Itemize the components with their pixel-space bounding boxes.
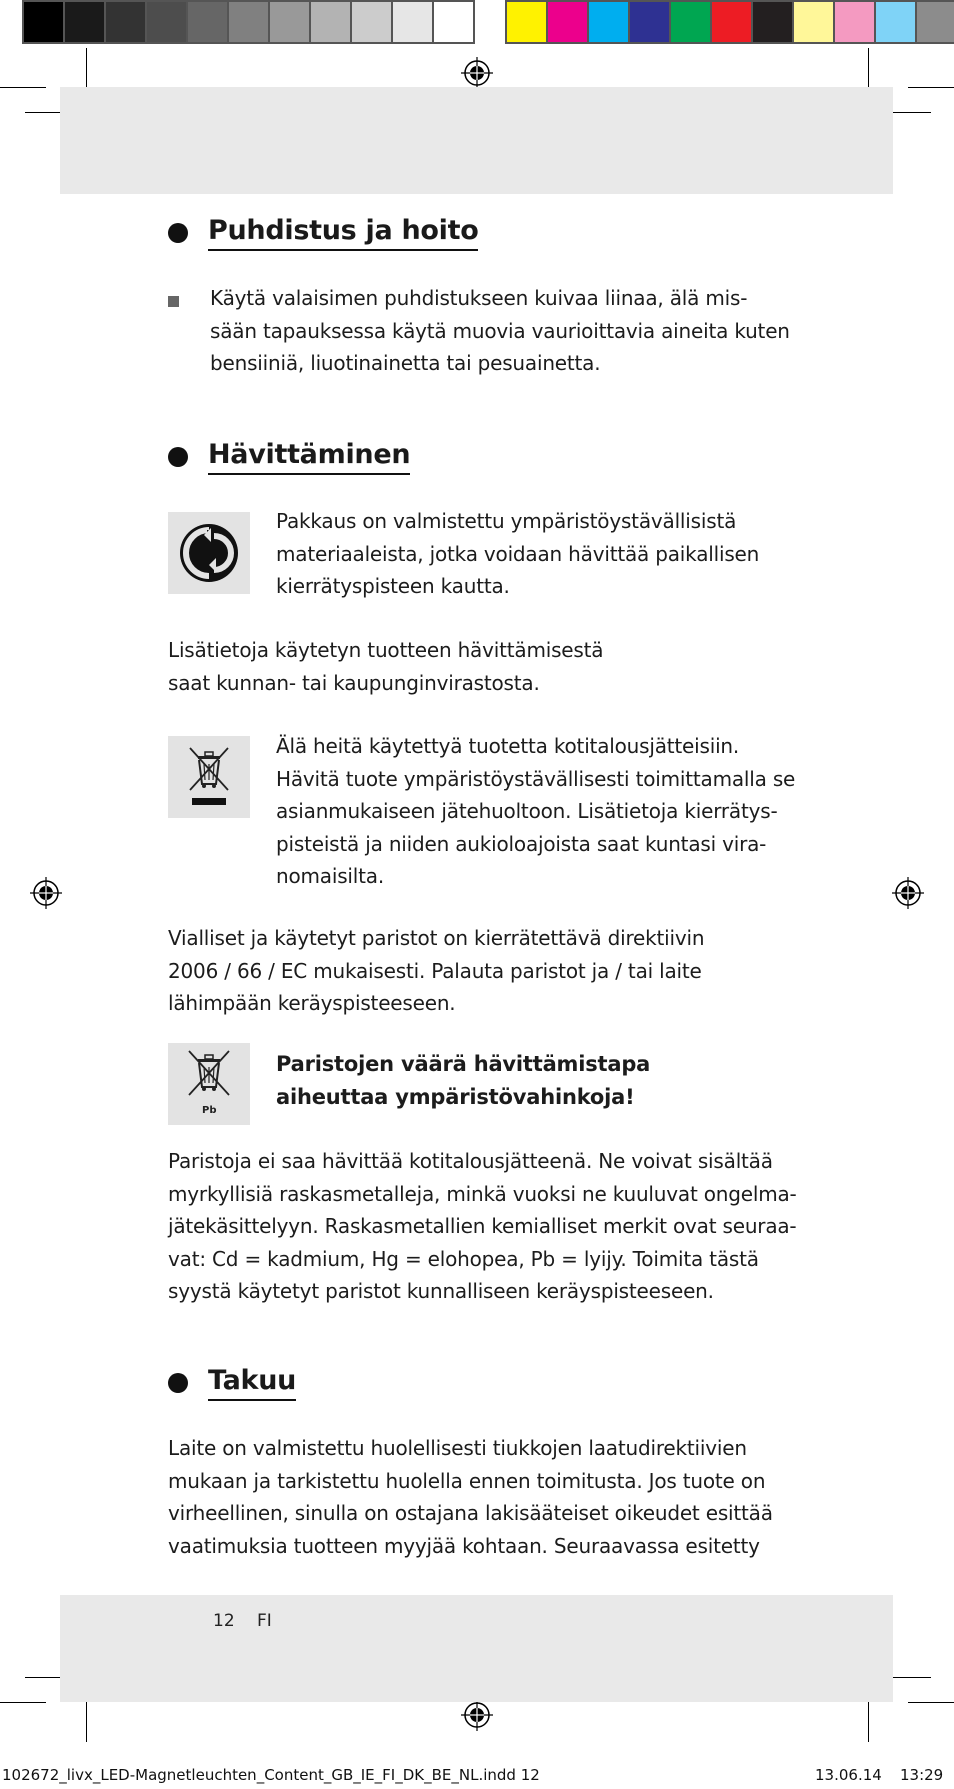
- crop-mark: [0, 87, 46, 88]
- color-swatch: [794, 2, 833, 42]
- color-swatch: [753, 2, 792, 42]
- registration-mark-icon: [892, 877, 924, 909]
- registration-mark-icon: [461, 57, 493, 89]
- color-swatch: [548, 2, 587, 42]
- text-line: virheellinen, sinulla on ostajana lakisääteiset oikeudet esittää: [168, 1501, 773, 1525]
- text-line: jätekäsittelyyn. Raskasmetallien kemialliset merkit ovat seuraa-: [168, 1214, 797, 1238]
- text-line: mukaan ja tarkistettu huolella ennen toimitusta. Jos tuote on: [168, 1468, 766, 1493]
- bullet-dot-icon: [168, 447, 188, 467]
- batteries-directive-text: [168, 922, 704, 1020]
- color-swatch: [24, 2, 63, 42]
- section-title: Hävittäminen: [208, 438, 410, 475]
- text-line: Paristoja ei saa hävittää kotitalousjätteenä. Ne voivat sisältää: [168, 1149, 773, 1173]
- color-swatch: [188, 2, 227, 42]
- disposal-info-text: [168, 634, 603, 699]
- text-line: materiaaleista, jotka voidaan hävittää paikallisen: [276, 541, 760, 566]
- color-swatch: [835, 2, 874, 42]
- section-heading-warranty: [168, 1364, 296, 1401]
- text-line: Pakkaus on valmistettu ympäristöystävällisistä: [276, 509, 737, 533]
- crop-mark: [868, 1696, 869, 1742]
- text-line: Älä heitä käytettyä tuotetta kotitalousjätteisiin.: [276, 734, 740, 758]
- weee-icon-box: [168, 736, 250, 818]
- section-heading-disposal: [168, 438, 410, 475]
- color-swatch: [311, 2, 350, 42]
- green-dot-recycling-icon: [178, 522, 240, 584]
- color-swatch: [270, 2, 309, 42]
- text-line: Käytä valaisimen puhdistukseen kuivaa liinaa, älä mis-: [210, 286, 748, 310]
- text-line: Hävitä tuote ympäristöystävällisesti toimittamalla se: [276, 766, 796, 791]
- text-line: syystä käytetyt paristot kunnalliseen keräyspisteeseen.: [168, 1279, 714, 1303]
- grayscale-swatches: [22, 0, 475, 44]
- color-calibration-bar: [22, 0, 954, 44]
- color-swatch: [671, 2, 710, 42]
- color-swatch: [147, 2, 186, 42]
- packaging-text: [276, 505, 759, 603]
- color-swatch: [589, 2, 628, 42]
- crop-mark: [908, 87, 954, 88]
- battery-weee-icon-box: [168, 1043, 250, 1125]
- bullet-dot-icon: [168, 1373, 188, 1393]
- language-code: FI: [257, 1611, 272, 1631]
- registration-mark-icon: [461, 1699, 493, 1731]
- warranty-text: [168, 1432, 773, 1562]
- slug-date: 13.06.14: [815, 1766, 882, 1784]
- page-number: 12: [213, 1611, 235, 1631]
- slug-time: 13:29: [900, 1766, 944, 1784]
- text-line: aiheuttaa ympäristövahinkoja!: [276, 1084, 635, 1109]
- text-line: Vialliset ja käytetyt paristot on kierrätettävä direktiivin: [168, 926, 705, 950]
- text-line: Lisätietoja käytetyn tuotteen hävittämisestä: [168, 638, 604, 662]
- weee-text: [276, 730, 795, 893]
- crop-mark: [0, 1702, 46, 1703]
- color-swatch: [106, 2, 145, 42]
- crop-mark: [86, 1696, 87, 1742]
- text-line: 2006 / 66 / EC mukaisesti. Palauta paristot ja / tai laite: [168, 958, 702, 983]
- text-line: sään tapauksessa käytä muovia vaurioittavia aineita kuten: [210, 318, 790, 343]
- color-swatch: [434, 2, 473, 42]
- text-line: kierrätyspisteen kautta.: [276, 574, 510, 598]
- bullet-dot-icon: [168, 223, 188, 243]
- slug-filename: 102672_livx_LED-Magnetleuchten_Content_GB_IE_FI_DK_BE_NL.indd 12: [2, 1766, 540, 1784]
- text-line: bensiiniä, liuotinainetta tai pesuainetta.: [210, 351, 601, 375]
- text-line: Paristojen väärä hävittämistapa: [276, 1052, 651, 1076]
- pb-label: Pb: [202, 1105, 217, 1116]
- text-line: nomaisilta.: [276, 864, 384, 888]
- color-swatch: [352, 2, 391, 42]
- text-line: Laite on valmistettu huolellisesti tiukkojen laatudirektiivien: [168, 1436, 747, 1460]
- text-line: vaatimuksia tuotteen myyjää kohtaan. Seuraavassa esitetty: [168, 1533, 760, 1558]
- color-swatch: [876, 2, 915, 42]
- text-line: lähimpään keräyspisteeseen.: [168, 991, 456, 1015]
- color-swatch: [712, 2, 751, 42]
- color-swatch: [229, 2, 268, 42]
- crossed-bin-icon: [184, 744, 234, 810]
- color-swatch: [65, 2, 104, 42]
- cleaning-bullet-text: [210, 282, 790, 380]
- color-swatch: [393, 2, 432, 42]
- text-line: saat kunnan- tai kaupunginvirastosta.: [168, 670, 540, 695]
- section-heading-cleaning: [168, 214, 478, 251]
- crop-mark: [908, 1702, 954, 1703]
- color-swatch: [507, 2, 546, 42]
- color-swatches: [505, 0, 954, 44]
- section-title: Takuu: [208, 1364, 296, 1401]
- battery-warning-text: [276, 1048, 650, 1113]
- text-line: pisteistä ja niiden aukioloajoista saat kuntasi vira-: [276, 831, 767, 856]
- footer-panel: [60, 1595, 893, 1702]
- color-swatch: [630, 2, 669, 42]
- registration-mark-icon: [30, 877, 62, 909]
- battery-info-text: [168, 1145, 797, 1308]
- color-swatch: [917, 2, 954, 42]
- section-title: Puhdistus ja hoito: [208, 214, 478, 251]
- text-line: myrkyllisiä raskasmetalleja, minkä vuoksi ne kuuluvat ongelma-: [168, 1181, 797, 1206]
- text-line: vat: Cd = kadmium, Hg = elohopea, Pb = lyijy. Toimita tästä: [168, 1246, 759, 1271]
- header-panel: [60, 87, 893, 194]
- square-bullet-icon: [168, 296, 179, 307]
- text-line: asianmukaiseen jätehuoltoon. Lisätietoja kierrätys-: [276, 799, 778, 823]
- recycling-icon-box: [168, 512, 250, 594]
